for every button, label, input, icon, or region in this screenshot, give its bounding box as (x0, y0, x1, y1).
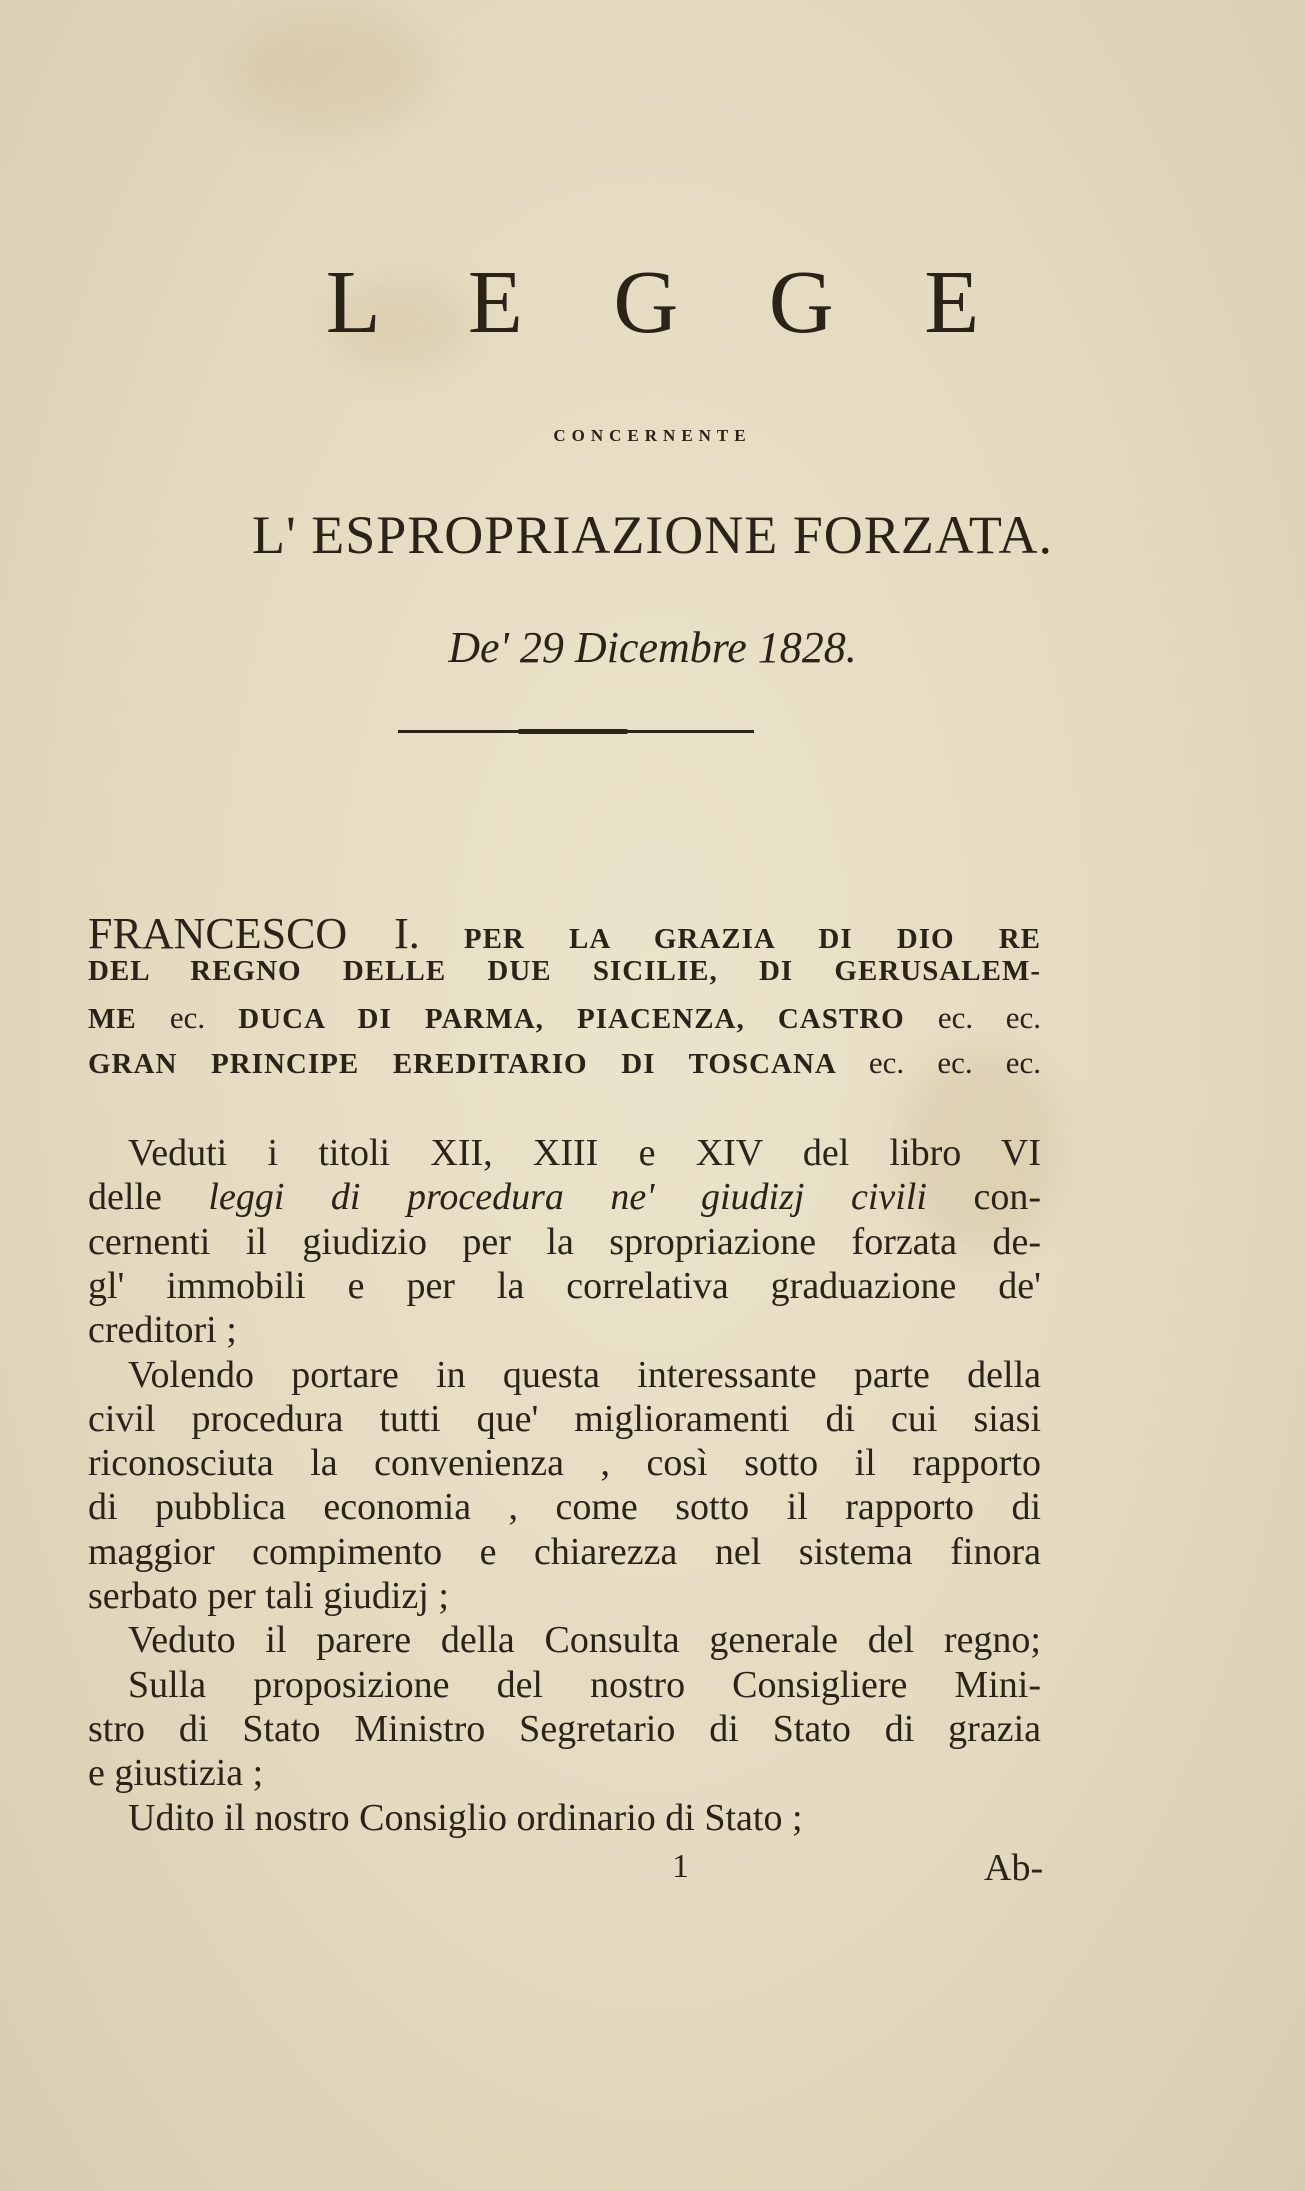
law-subject: L' ESPROPRIAZIONE FORZATA. (252, 505, 1053, 565)
text-segment: stro di Stato Ministro Segretario di Stato di grazia (88, 1707, 1041, 1750)
text-segment: FRANCESCO I. (88, 909, 420, 958)
text-segment: Veduti i titoli XII, XIII e XIV del libro VI (128, 1132, 1041, 1174)
text-segment: DUCA DI PARMA, PIACENZA, CASTRO (205, 1003, 938, 1035)
body-line (88, 1397, 1041, 1440)
page-number: 1 (672, 1848, 689, 1885)
preamble-line (88, 909, 1041, 958)
text-segment: DEL REGNO DELLE DUE SICILIE, DI GERUSALEM- (88, 955, 1041, 987)
body-line (88, 1309, 1041, 1352)
body-line (88, 1577, 1041, 1615)
text-segment: ec. ec. ec. (868, 1045, 1041, 1080)
text-segment: delle (88, 1176, 209, 1219)
body-line (128, 1796, 1041, 1839)
text-segment: riconosciuta la convenienza , così sotto il rapporto (88, 1442, 1041, 1485)
body-line (88, 1220, 1041, 1263)
body-line (88, 1707, 1041, 1750)
text-segment: di pubblica economia , come sotto il rapporto di (88, 1486, 1041, 1529)
text-segment: creditori ; (88, 1309, 237, 1352)
text-segment: maggior compimento e chiarezza nel sistema finora (88, 1530, 1041, 1573)
text-segment: cernenti il giudizio per la spropriazione forzata de- (88, 1220, 1041, 1263)
preamble-line (88, 1002, 1041, 1034)
text-segment: leggi di procedura ne' giudizj civili (208, 1176, 927, 1219)
text-segment: gl' immobili e per la correlativa graduazione de' (88, 1264, 1041, 1307)
decorative-rule (398, 730, 754, 733)
preamble-line (88, 957, 1041, 986)
body-line (88, 1442, 1041, 1485)
text-segment: ME (88, 1003, 170, 1035)
body-line (88, 1264, 1041, 1307)
body-line (128, 1663, 1041, 1706)
text-segment: ec. (169, 1000, 206, 1035)
text-segment: PER LA GRAZIA DI DIO RE (419, 923, 1041, 955)
text-segment: civil procedura tutti que' miglioramenti di cui siasi (88, 1397, 1041, 1440)
subtitle-concernente: CONCERNENTE (553, 426, 752, 445)
body-line (128, 1619, 1041, 1662)
law-date: De' 29 Dicembre 1828. (448, 623, 857, 672)
page-title: L E G G E (325, 253, 1014, 352)
catchword: Ab- (984, 1847, 1044, 1889)
text-segment: Volendo portare in questa interessante parte della (128, 1353, 1041, 1396)
body-line (128, 1134, 1041, 1172)
text-segment: con- (926, 1176, 1041, 1219)
body-line (128, 1353, 1041, 1396)
body-line (88, 1530, 1041, 1573)
body-line (88, 1752, 1041, 1795)
body-line (88, 1486, 1041, 1529)
text-segment: Veduto il parere della Consulta generale del regno; (128, 1619, 1041, 1662)
text-segment: e giustizia ; (88, 1752, 264, 1795)
preamble-line (88, 1047, 1041, 1079)
text-segment: Udito il nostro Consiglio ordinario di Stato ; (128, 1796, 803, 1839)
body-line (88, 1176, 1041, 1219)
text-segment: GRAN PRINCIPE EREDITARIO DI TOSCANA (88, 1048, 869, 1080)
text-segment: Sulla proposizione del nostro Consigliere Mini- (128, 1663, 1041, 1706)
text-segment: ec. ec. (937, 1000, 1041, 1035)
text-segment: serbato per tali giudizj ; (88, 1575, 449, 1617)
